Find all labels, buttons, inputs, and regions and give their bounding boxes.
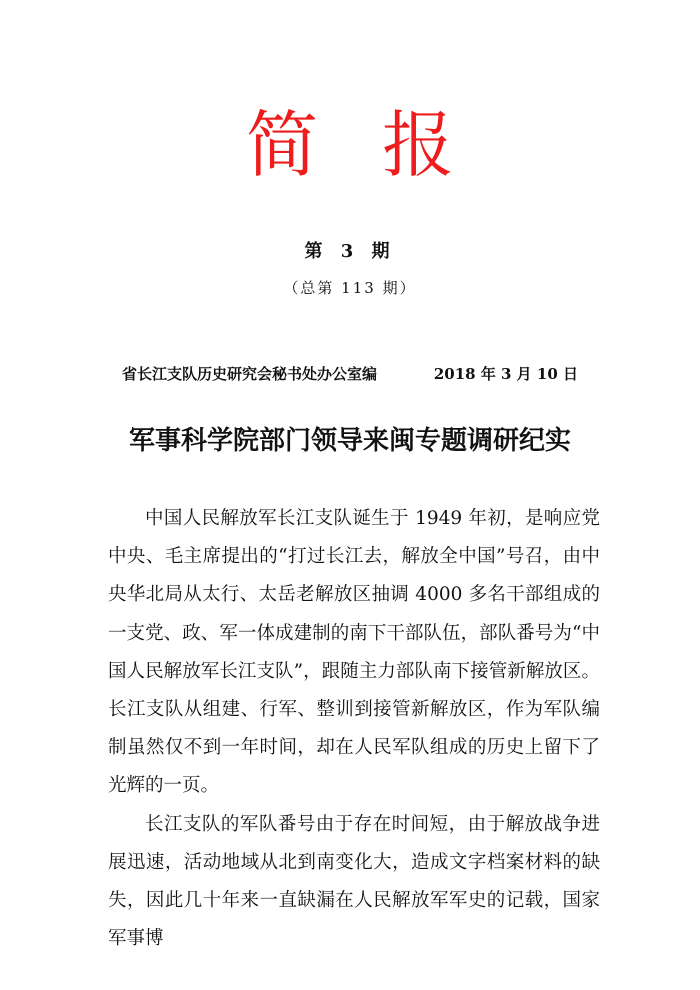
masthead-title [0,90,700,200]
publish-date: 2018 年 3 月 10 日 [433,365,578,383]
article-title: 军事科学院部门领导来闽专题调研纪实 [128,426,571,456]
publisher-line: 省长江支队历史研究会秘书处办公室编 [122,365,378,383]
masthead-char: 报 [382,103,455,187]
total-issue-number: （总第 113 期） [283,279,417,297]
article-body [108,500,600,958]
masthead-char: 简 [245,103,318,187]
paragraph: 中国人民解放军长江支队诞生于 1949 年初，是响应党中央、毛主席提出的“打过长江去，解放全中国”号召，由中央华北局从太行、太岳老解放区抽调 4000 多名干部组成的一支党、政、军一体成建制的南下干部队伍，部队番号为“中国人民解放军长江支队”，跟随主力部队南下接管新解放区。长江支队从组建、行军、整训到接管新解放区，作为军队编制虽然仅不到一年时间，却在人民军队组成的历史上留下了光辉的一页。 [108,508,600,797]
issue-number: 第 3 期 [304,241,396,262]
paragraph: 长江支队的军队番号由于存在时间短，由于解放战争进展迅速，活动地域从北到南变化大，造成文字档案材料的缺失，因此几十年来一直缺漏在人民解放军军史的记载，国家军事博 [108,813,600,950]
